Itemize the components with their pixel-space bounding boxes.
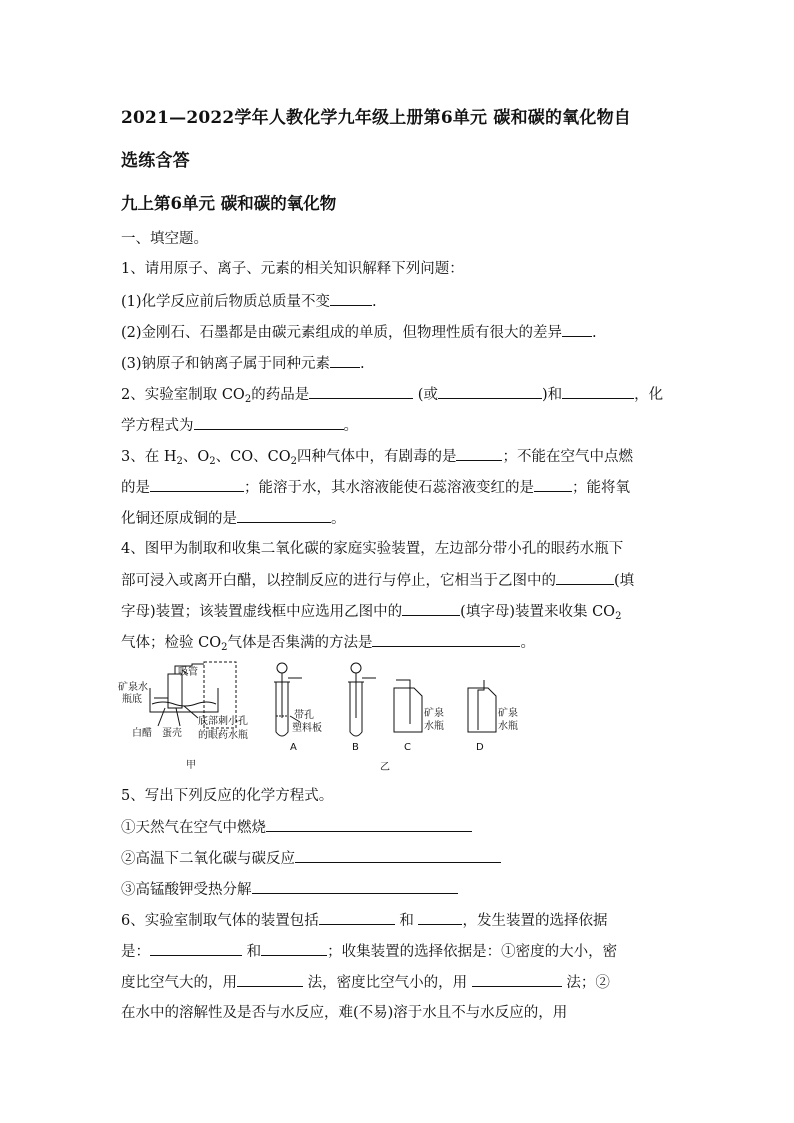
q6-blank2[interactable]	[418, 910, 462, 925]
label-vinegar: 白醋	[132, 728, 152, 739]
label-bottle-bottom-1: 矿泉水	[118, 682, 148, 693]
q4-blank2[interactable]	[402, 601, 460, 616]
document-title-line2: 选练含答	[121, 151, 190, 171]
tube-c	[396, 680, 410, 724]
label-dropper-2: 的眼药水瓶	[198, 730, 248, 741]
bottle-d	[468, 688, 496, 732]
q1-c: (3)钠原子和钠离子属于同种元素 .	[121, 353, 677, 374]
q5-b-blank[interactable]	[295, 848, 501, 863]
q3-blank2[interactable]	[150, 477, 244, 492]
q4-blank3[interactable]	[372, 632, 520, 647]
q5-a-blank[interactable]	[266, 817, 472, 832]
label-b: B	[352, 742, 359, 753]
label-bottle-c-2: 水瓶	[424, 721, 444, 732]
q2-blank2[interactable]	[438, 384, 542, 399]
apparatus-drawing	[118, 660, 538, 775]
label-bottle-d-2: 水瓶	[498, 721, 518, 732]
q1-c-blank[interactable]	[330, 353, 360, 368]
q3-blank3[interactable]	[534, 477, 572, 492]
q4-line3: 字母)装置；该装置虚线框中应选用乙图中的 (填字母)装置来收集 $CO_2$	[121, 601, 677, 622]
pointer-vinegar	[158, 708, 165, 726]
q6-line4: 在水中的溶解性及是否与水反应，难(不易)溶于水且不与水反应的，用	[121, 1005, 568, 1021]
q6-blank4[interactable]	[261, 941, 327, 956]
bottle-bottom-shape	[150, 688, 218, 712]
vinegar-surface	[152, 702, 216, 706]
label-a: A	[290, 742, 297, 753]
q1-a: (1)化学反应前后物质总质量不变 .	[121, 291, 677, 312]
q1-b-blank[interactable]	[562, 322, 592, 337]
q5-c: ③高锰酸钾受热分解	[121, 879, 677, 900]
q6-line1: 6、实验室制取气体的装置包括 和 ，发生装置的选择依据	[121, 910, 677, 931]
q1-stem: 1、请用原子、离子、元素的相关知识解释下列问题：	[121, 261, 464, 277]
caption-jia: 甲	[186, 760, 196, 771]
funnel-b	[351, 663, 361, 673]
q6-blank1[interactable]	[319, 910, 395, 925]
q2-line2: 学方程式为 。	[121, 415, 677, 436]
q6-blank3[interactable]	[150, 941, 242, 956]
label-bottle-d-1: 矿泉	[498, 708, 518, 719]
q4-blank1[interactable]	[556, 570, 614, 585]
caption-yi: 乙	[380, 762, 390, 773]
q4-line2: 部可浸入或离开白醋，以控制反应的进行与停止，它相当于乙图中的 (填	[121, 570, 677, 591]
q3-blank1[interactable]	[456, 446, 502, 461]
label-plate-1: 带孔	[294, 710, 314, 721]
unit-heading: 九上第6单元 碳和碳的氧化物	[121, 194, 337, 213]
label-eggshell: 蛋壳	[162, 728, 182, 739]
apparatus-figure	[118, 660, 538, 775]
section-heading: 一、填空题。	[121, 231, 208, 247]
q5-stem: 5、写出下列反应的化学方程式。	[121, 788, 334, 804]
q5-a: ①天然气在空气中燃烧	[121, 817, 677, 838]
q2-blank1[interactable]	[309, 384, 413, 399]
q2-blank3[interactable]	[562, 384, 634, 399]
funnel-a	[277, 663, 287, 673]
label-bottle-c-1: 矿泉	[424, 708, 444, 719]
label-dropper-1: 底部刺小孔	[198, 716, 248, 727]
q6-line3: 度比空气大的，用 法，密度比空气小的，用 法；②	[121, 972, 677, 993]
q2-blank4[interactable]	[194, 415, 344, 430]
q3-line3: 化铜还原成铜的是 。	[121, 508, 677, 529]
document-title-line1: 2021—2022学年人教化学九年级上册第6单元 碳和碳的氧化物自	[121, 108, 631, 128]
q3-blank4[interactable]	[237, 508, 331, 523]
q1-b: (2)金刚石、石墨都是由碳元素组成的单质，但物理性质有很大的差异 .	[121, 322, 677, 343]
q6-line2: 是： 和 ；收集装置的选择依据是：①密度的大小，密	[121, 941, 677, 962]
q4-line1: 4、图甲为制取和收集二氧化碳的家庭实验装置，左边部分带小孔的眼药水瓶下	[121, 541, 624, 557]
q3-line1: 3、在 $H_2$、$O_2$、CO、$CO_2$四种气体中，有剧毒的是 ；不能在空气中点燃	[121, 446, 677, 467]
q2-line1: 2、实验室制取 $CO_2$的药品是 (或 )和 ，化	[121, 384, 677, 405]
label-d: D	[476, 742, 484, 753]
q4-line4: 气体；检验 $CO_2$气体是否集满的方法是 。	[121, 632, 677, 653]
pointer-eggshell	[176, 708, 180, 726]
label-plate-2: 塑料板	[292, 723, 322, 734]
label-bottle-bottom-2: 瓶底	[122, 694, 142, 705]
q3-line2: 的是 ；能溶于水，其水溶液能使石蕊溶液变红的是 ；能将氧	[121, 477, 677, 498]
bottle-c	[394, 688, 422, 732]
q6-blank5[interactable]	[237, 972, 303, 987]
label-c: C	[404, 742, 411, 753]
q5-c-blank[interactable]	[252, 879, 458, 894]
q5-b: ②高温下二氧化碳与碳反应	[121, 848, 677, 869]
q6-blank6[interactable]	[472, 972, 562, 987]
label-straw: 吸管	[178, 667, 198, 678]
q1-a-blank[interactable]	[330, 291, 372, 306]
